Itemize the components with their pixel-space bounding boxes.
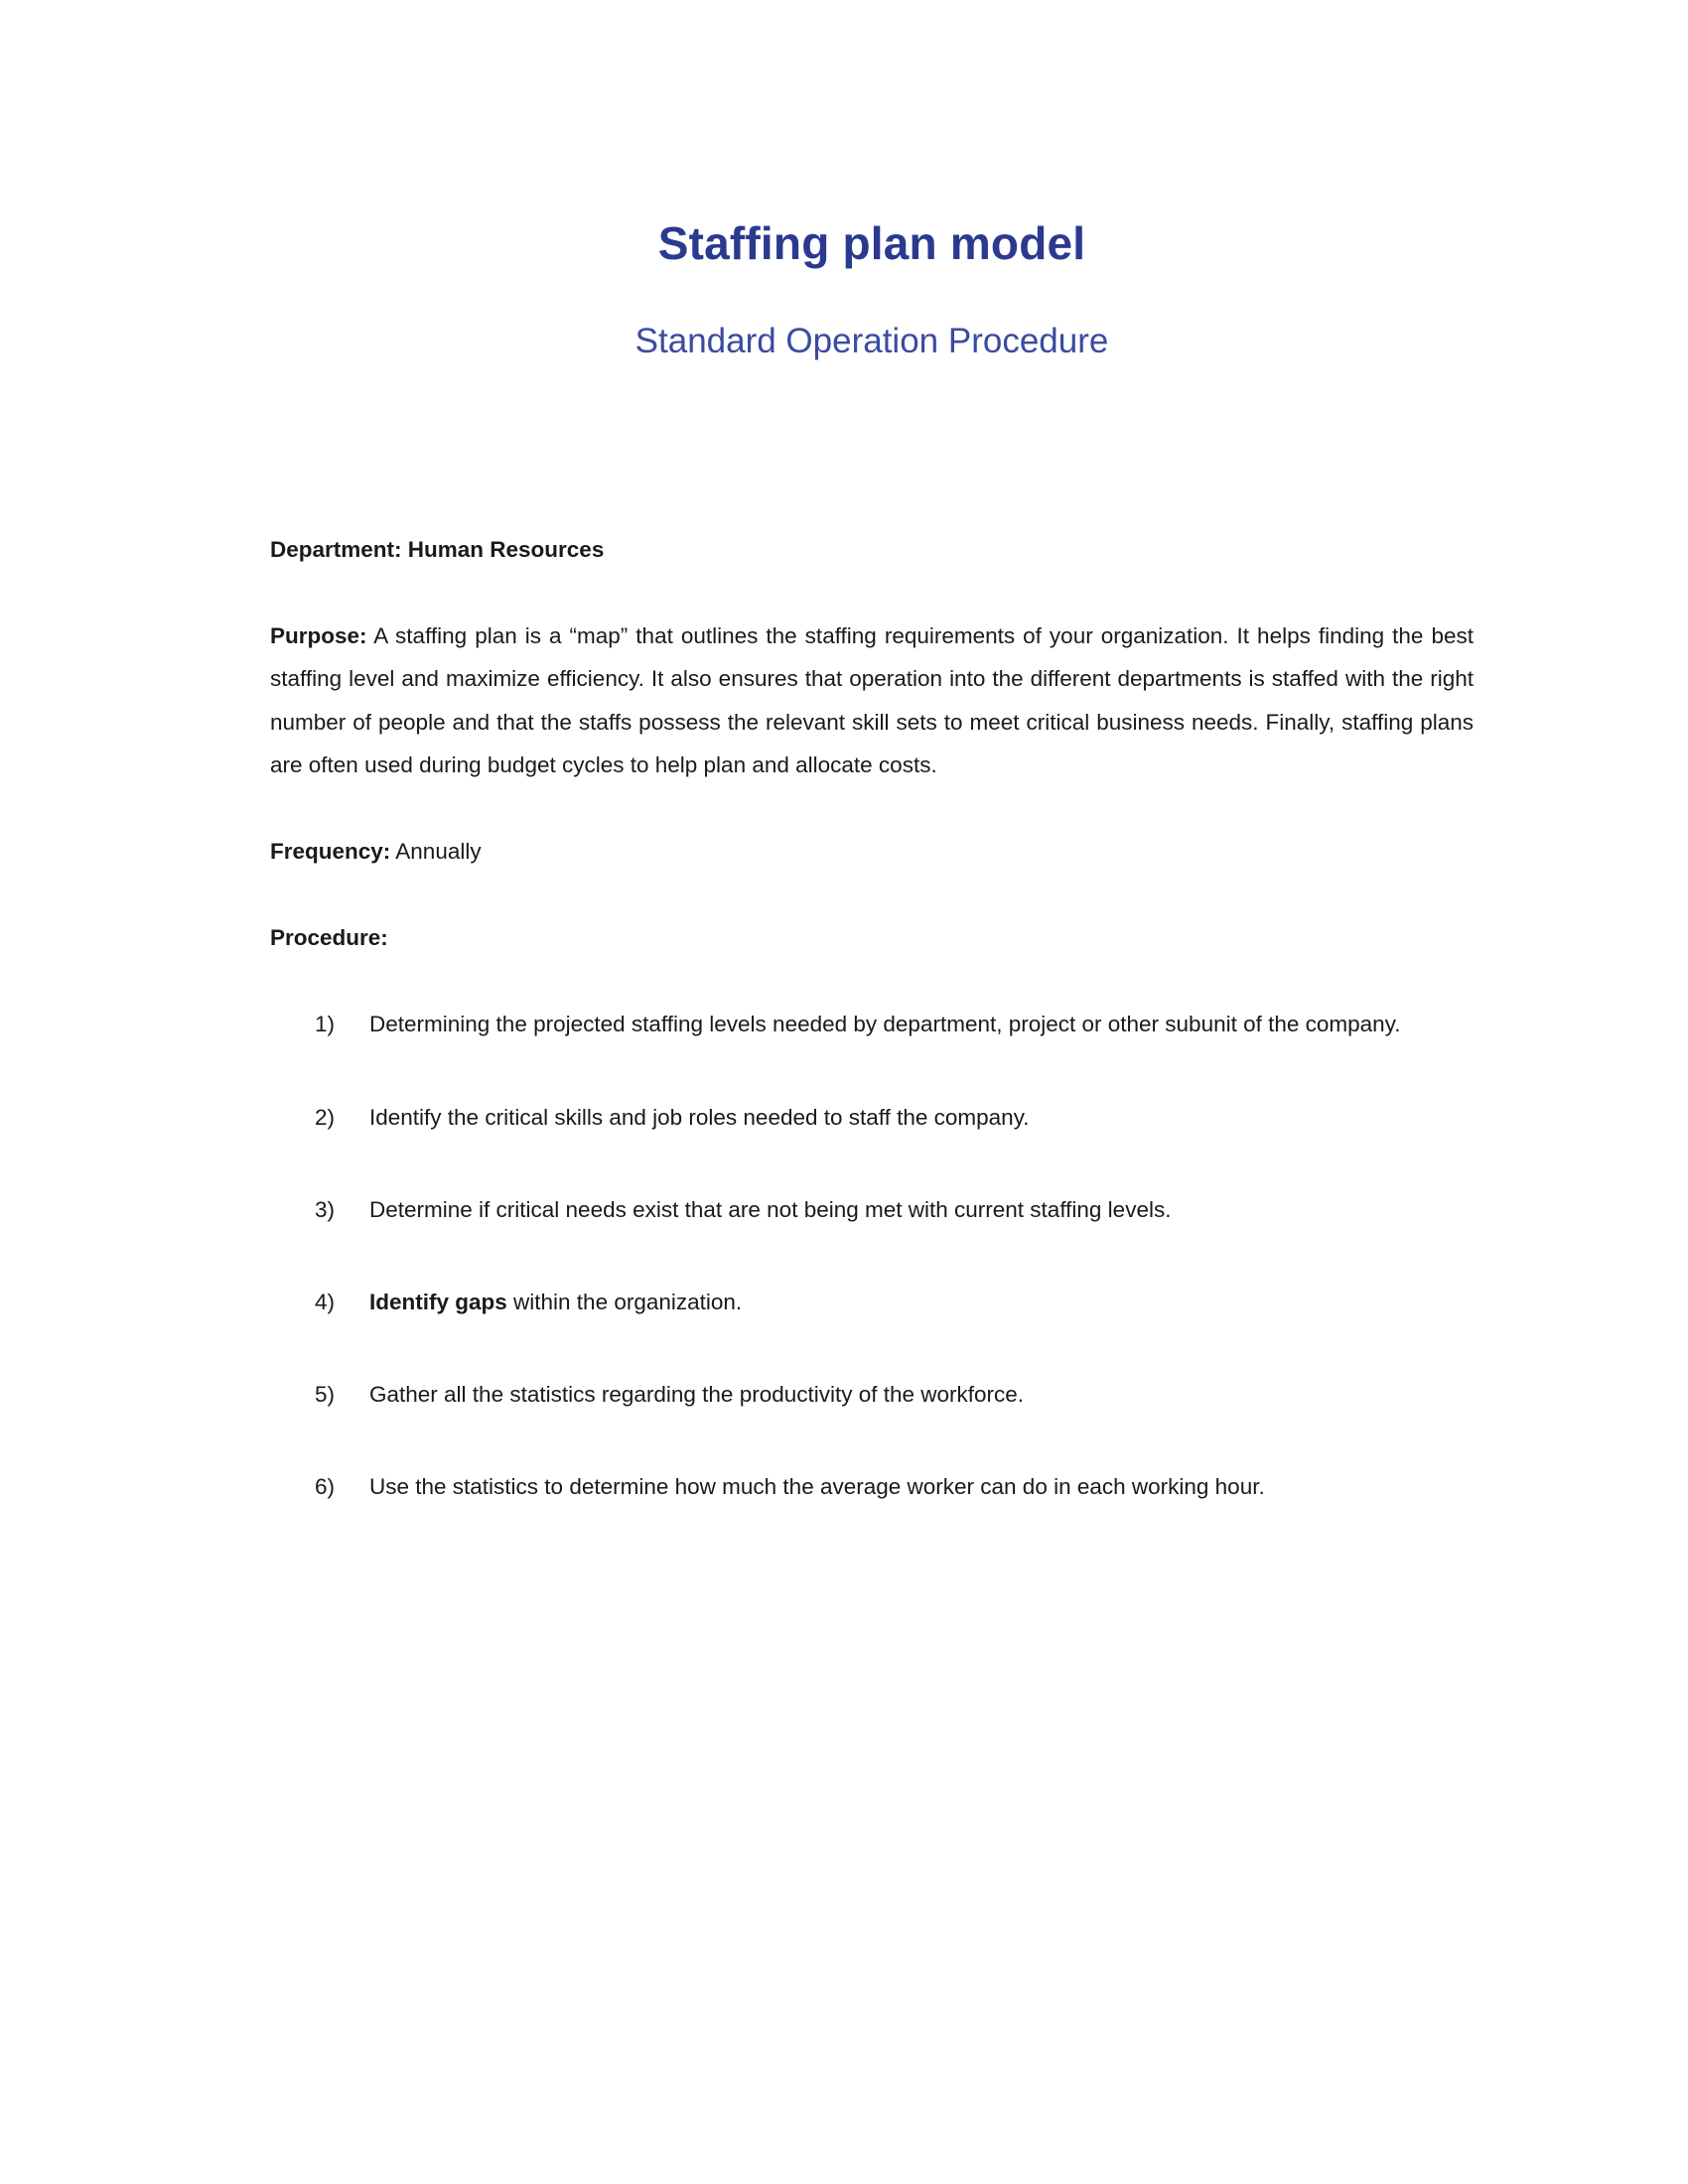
purpose-paragraph <box>270 614 1474 786</box>
document-content <box>270 0 1474 1508</box>
list-item-marker: 4) <box>315 1289 336 1314</box>
frequency-value: Annually <box>390 838 482 864</box>
list-item-marker: 5) <box>315 1382 336 1408</box>
purpose-label: Purpose: <box>270 623 367 649</box>
list-item-text: Gather all the statistics regarding the productivity of the workforce. <box>369 1382 1025 1408</box>
list-item-text: Determining the projected staffing levels needed by department, project or other subunit of the company. <box>369 1012 1401 1037</box>
list-item-text: Determine if critical needs exist that are not being met with current staffing levels. <box>369 1196 1172 1222</box>
document-body <box>270 361 1474 1508</box>
page-subtitle: Standard Operation Procedure <box>634 322 1109 360</box>
list-item-marker: 1) <box>315 1012 336 1037</box>
page-title: Staffing plan model <box>657 217 1086 269</box>
department-label: Department: Human Resources <box>270 537 605 562</box>
list-item-bold-lead: Identify gaps <box>369 1289 507 1314</box>
procedure-list <box>270 959 1474 1508</box>
list-item <box>315 1003 1474 1045</box>
list-item <box>315 1188 1474 1231</box>
list-item <box>315 1096 1474 1139</box>
list-item <box>315 1281 1474 1323</box>
list-item-rest: within the organization. <box>506 1289 743 1314</box>
procedure-label: Procedure: <box>270 925 388 951</box>
list-item-marker: 3) <box>315 1196 336 1222</box>
list-item-marker: 2) <box>315 1104 336 1130</box>
department-line <box>270 528 1474 571</box>
list-item <box>315 1373 1474 1416</box>
list-item <box>315 1465 1474 1508</box>
procedure-heading <box>270 916 1474 959</box>
purpose-text: A staffing plan is a “map” that outlines the staffing requirements of your organization. It helps finding the best staffing level and maximize efficiency. It also ensures that operation into the different departments is staffed with the right number of people and that the staffs possess the relevant skill sets to meet critical business needs. Finally, staffing plans are often used during budget cycles to help plan and allocate costs. <box>270 623 1474 777</box>
list-item-text: Use the statistics to determine how much the average worker can do in each working hour. <box>369 1474 1265 1500</box>
list-item-text: Identify the critical skills and job roles needed to staff the company. <box>369 1104 1030 1130</box>
list-item-text <box>369 1290 742 1314</box>
frequency-line <box>270 830 1474 873</box>
list-item-marker: 6) <box>315 1474 336 1500</box>
frequency-label: Frequency: <box>270 838 391 864</box>
